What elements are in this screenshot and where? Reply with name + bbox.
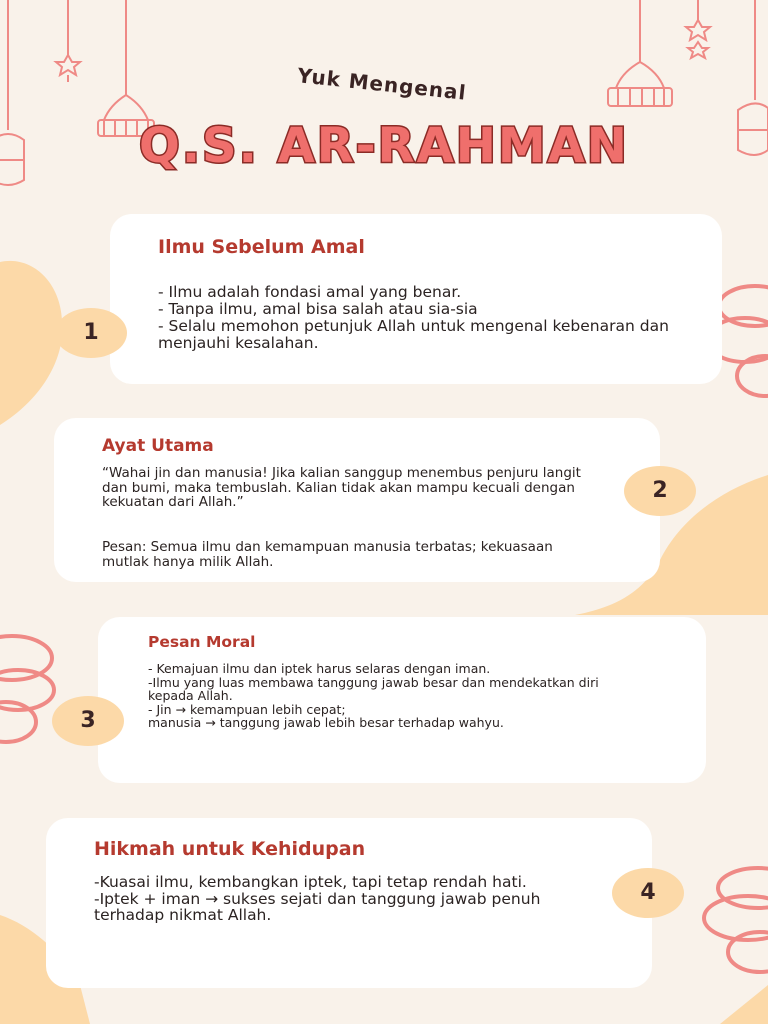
section-number-badge: 3 [52,696,124,746]
star-right-hanging [686,0,710,58]
page-title: Q.S. AR-RAHMAN [139,118,629,174]
ring-cluster-right-bottom [704,868,768,972]
section-number-badge: 2 [624,466,696,516]
section-card-3 [98,617,706,783]
lantern-right-large [608,0,672,106]
section-body: - Ilmu adalah fondasi amal yang benar. - Tanpa ilmu, amal bisa salah atau sia-sia - Selalu memohon petunjuk Allah untuk mengenal kebenaran dan menjauhi kesalahan. [158,283,669,352]
section-card-1 [110,214,722,384]
section-body: -Kuasai ilmu, kembangkan iptek, tapi tetap rendah hati. -Iptek + iman → sukses sejati dan tanggung jawab penuh terhadap nikmat Allah. [94,873,541,924]
peach-blob-left-top [0,261,62,425]
section-heading: Hikmah untuk Kehidupan [94,838,366,860]
section-number-badge: 4 [612,868,684,918]
section-number-badge: 1 [55,308,127,358]
subtitle: Yuk Mengenal [296,63,468,105]
ring-cluster-left-mid [0,636,54,742]
section-note: Pesan: Semua ilmu dan kemampuan manusia terbatas; kekuasaan mutlak hanya milik Allah. [102,539,553,570]
peach-blob-right-bottom [720,985,768,1024]
section-body: “Wahai jin dan manusia! Jika kalian sanggup menembus penjuru langit dan bumi, maka tembuslah. Kalian tidak akan mampu kecuali dengan kekuatan dari Allah.” [102,465,581,510]
section-heading: Ilmu Sebelum Amal [158,236,365,258]
star-left-hanging [56,0,80,82]
section-card-4 [46,818,652,988]
lantern-left-large [98,0,154,136]
section-heading: Ayat Utama [102,436,214,456]
section-heading: Pesan Moral [148,633,256,651]
section-card-2 [54,418,660,582]
section-body: - Kemajuan ilmu dan iptek harus selaras dengan iman. -Ilmu yang luas membawa tanggung jawab besar dan mendekatkan diri kepada Allah. - Jin → kemampuan lebih cepat; manusia → tanggung jawab lebih besar terhadap wahyu. [148,661,599,730]
